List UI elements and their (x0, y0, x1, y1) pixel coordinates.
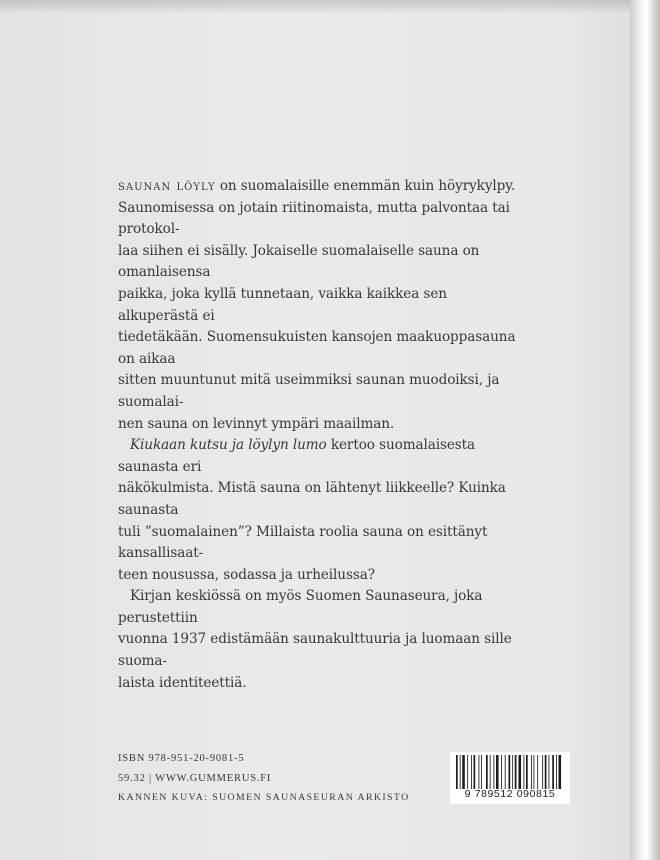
barcode-bar (479, 755, 480, 789)
blurb-line: näkökulmista. Mistä sauna on lähtenyt liikkeelle? Kuinka saunasta (118, 480, 506, 518)
barcode-bar (474, 755, 476, 789)
classification-and-url: 59.32 | WWW.GUMMERUS.FI (118, 772, 272, 784)
barcode-bar (534, 755, 535, 789)
barcode-bar (556, 755, 557, 789)
blurb-line: Saunomisessa on jotain riitinomaista, mutta palvontaa tai protokol- (118, 199, 510, 238)
blurb-line: tiedetäkään. Suomensukuisten kansojen maakuoppasauna on aikaa (118, 329, 516, 367)
blurb-line: laa siihen ei sisälly. Jokaiselle suomalaiselle sauna on omanlaisensa (118, 242, 480, 281)
blurb-line: Kirjan keskiössä on myös Suomen Saunaseura, joka perustettiin (118, 588, 483, 626)
blurb-paragraph-1 (118, 176, 528, 435)
barcode-bar (526, 755, 528, 789)
barcode-bar (559, 755, 562, 789)
cover-blurb (118, 176, 528, 694)
blurb-paragraph-2 (118, 435, 528, 586)
barcode-bar (515, 755, 517, 789)
barcode-bar (509, 755, 511, 789)
isbn-text: ISBN 978-951-20-9081-5 (118, 753, 245, 764)
barcode-bar (456, 755, 458, 789)
blurb-paragraph-3 (118, 586, 528, 694)
barcode-bar (501, 755, 502, 789)
blurb-line: nen sauna on levinnyt ympäri maailman. (118, 415, 395, 432)
barcode-bar (471, 755, 472, 789)
barcode-bars (454, 755, 566, 789)
barcode-bar (552, 755, 554, 789)
barcode-bar (537, 755, 538, 789)
barcode-bar (542, 755, 543, 789)
blurb-line: vuonna 1937 edistämään saunakulttuuria ja luomaan sille suoma- (118, 631, 512, 670)
barcode-bar (512, 755, 513, 789)
blurb-line: teen nousussa, sodassa ja urheilussa? (118, 566, 375, 583)
cover-photo-credit: KANNEN KUVA: SUOMEN SAUNASEURAN ARKISTO (118, 792, 410, 803)
top-edge-shadow (0, 0, 630, 14)
barcode-bar (496, 755, 499, 789)
book-title-italic: Kiukaan kutsu ja löylyn lumo (130, 437, 327, 454)
barcode-bar (549, 755, 550, 789)
blurb-line: paikka, joka kyllä tunnetaan, vaikka kaikkea sen alkuperästä ei (118, 285, 447, 324)
barcode-bar (486, 755, 488, 789)
barcode-bar (524, 755, 525, 789)
barcode-bar (460, 755, 461, 789)
barcode-bar (545, 755, 547, 789)
blurb-line: laista identiteettiä. (118, 674, 247, 691)
blurb-line: sitten muuntunut mitä useimmiksi saunan muodoiksi, ja suomalai- (118, 372, 500, 410)
blurb-line: tuli ”suomalainen”? Millaista roolia sauna on esittänyt kansallisaat- (118, 523, 488, 562)
barcode-bar (462, 755, 465, 789)
barcode-bar (531, 755, 532, 789)
barcode-bar (505, 755, 506, 789)
isbn-barcode (450, 752, 570, 804)
barcode-digits: 9 789512 090815 (464, 788, 556, 800)
blurb-line: on suomalaisille enemmän kuin höyrykylpy. (215, 178, 516, 194)
blurb-line: kertoo suomalaisesta saunasta eri (118, 437, 476, 475)
barcode-bar (494, 755, 495, 789)
barcode-bar (519, 755, 522, 789)
blurb-lead-words: saunan löyly (118, 178, 216, 194)
barcode-bar (467, 755, 468, 789)
barcode-bar (490, 755, 491, 789)
barcode-bar (481, 755, 482, 789)
publisher-imprint (118, 749, 410, 808)
cover-right-edge (630, 0, 660, 860)
